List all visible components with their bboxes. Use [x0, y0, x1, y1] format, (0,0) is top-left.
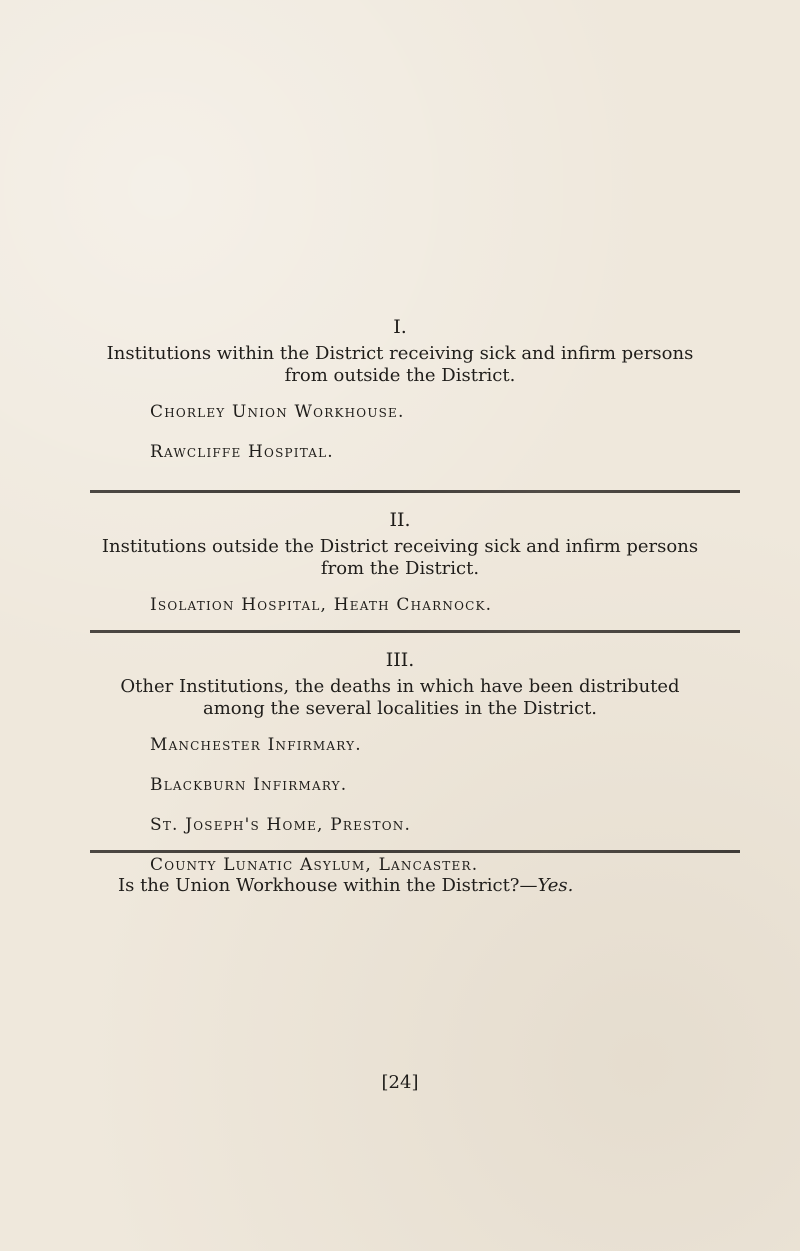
- section-3: [0, 651, 800, 894]
- workhouse-question-answer: Yes.: [537, 875, 574, 896]
- section-3-entry-4: County Lunatic Asylum, Lancaster.: [150, 855, 479, 875]
- section-3-description-line-2: among the several localities in the District.: [202, 698, 598, 719]
- section-2-numeral: II.: [389, 509, 411, 531]
- section-2: [0, 511, 800, 634]
- section-2-entries: [150, 594, 800, 616]
- section-3-numeral: III.: [385, 649, 415, 671]
- section-2-description: [70, 536, 730, 580]
- section-2-description-line-1: Institutions outside the District receiving sick and infirm persons: [101, 536, 699, 557]
- divider-rule-3: [90, 850, 740, 853]
- workhouse-question: [118, 875, 573, 897]
- section-1-description-line-1: Institutions within the District receiving sick and infirm persons: [106, 343, 694, 364]
- section-3-entry-2: Blackburn Infirmary.: [150, 775, 348, 795]
- page-number: [24]: [381, 1072, 419, 1093]
- section-2-description-line-2: from the District.: [320, 558, 480, 579]
- section-1-entry-2: Rawcliffe Hospital.: [150, 442, 334, 462]
- section-3-description-line-1: Other Institutions, the deaths in which have been distributed: [120, 676, 680, 697]
- section-1-entry-1: Chorley Union Workhouse.: [150, 402, 405, 422]
- divider-rule-2: [90, 630, 740, 633]
- divider-rule-1: [90, 490, 740, 493]
- section-1-description: [70, 343, 730, 387]
- section-3-entry-3: St. Joseph's Home, Preston.: [150, 815, 412, 835]
- section-3-entries: [150, 734, 800, 876]
- section-2-entry-1: Isolation Hospital, Heath Charnock.: [150, 595, 493, 615]
- section-1-description-line-2: from outside the District.: [284, 365, 516, 386]
- section-3-entry-1: Manchester Infirmary.: [150, 735, 362, 755]
- workhouse-question-text: Is the Union Workhouse within the District?—: [118, 875, 538, 896]
- section-3-description: [70, 676, 730, 720]
- section-1: [0, 318, 800, 481]
- section-1-entries: [150, 401, 800, 463]
- section-1-numeral: I.: [393, 316, 407, 338]
